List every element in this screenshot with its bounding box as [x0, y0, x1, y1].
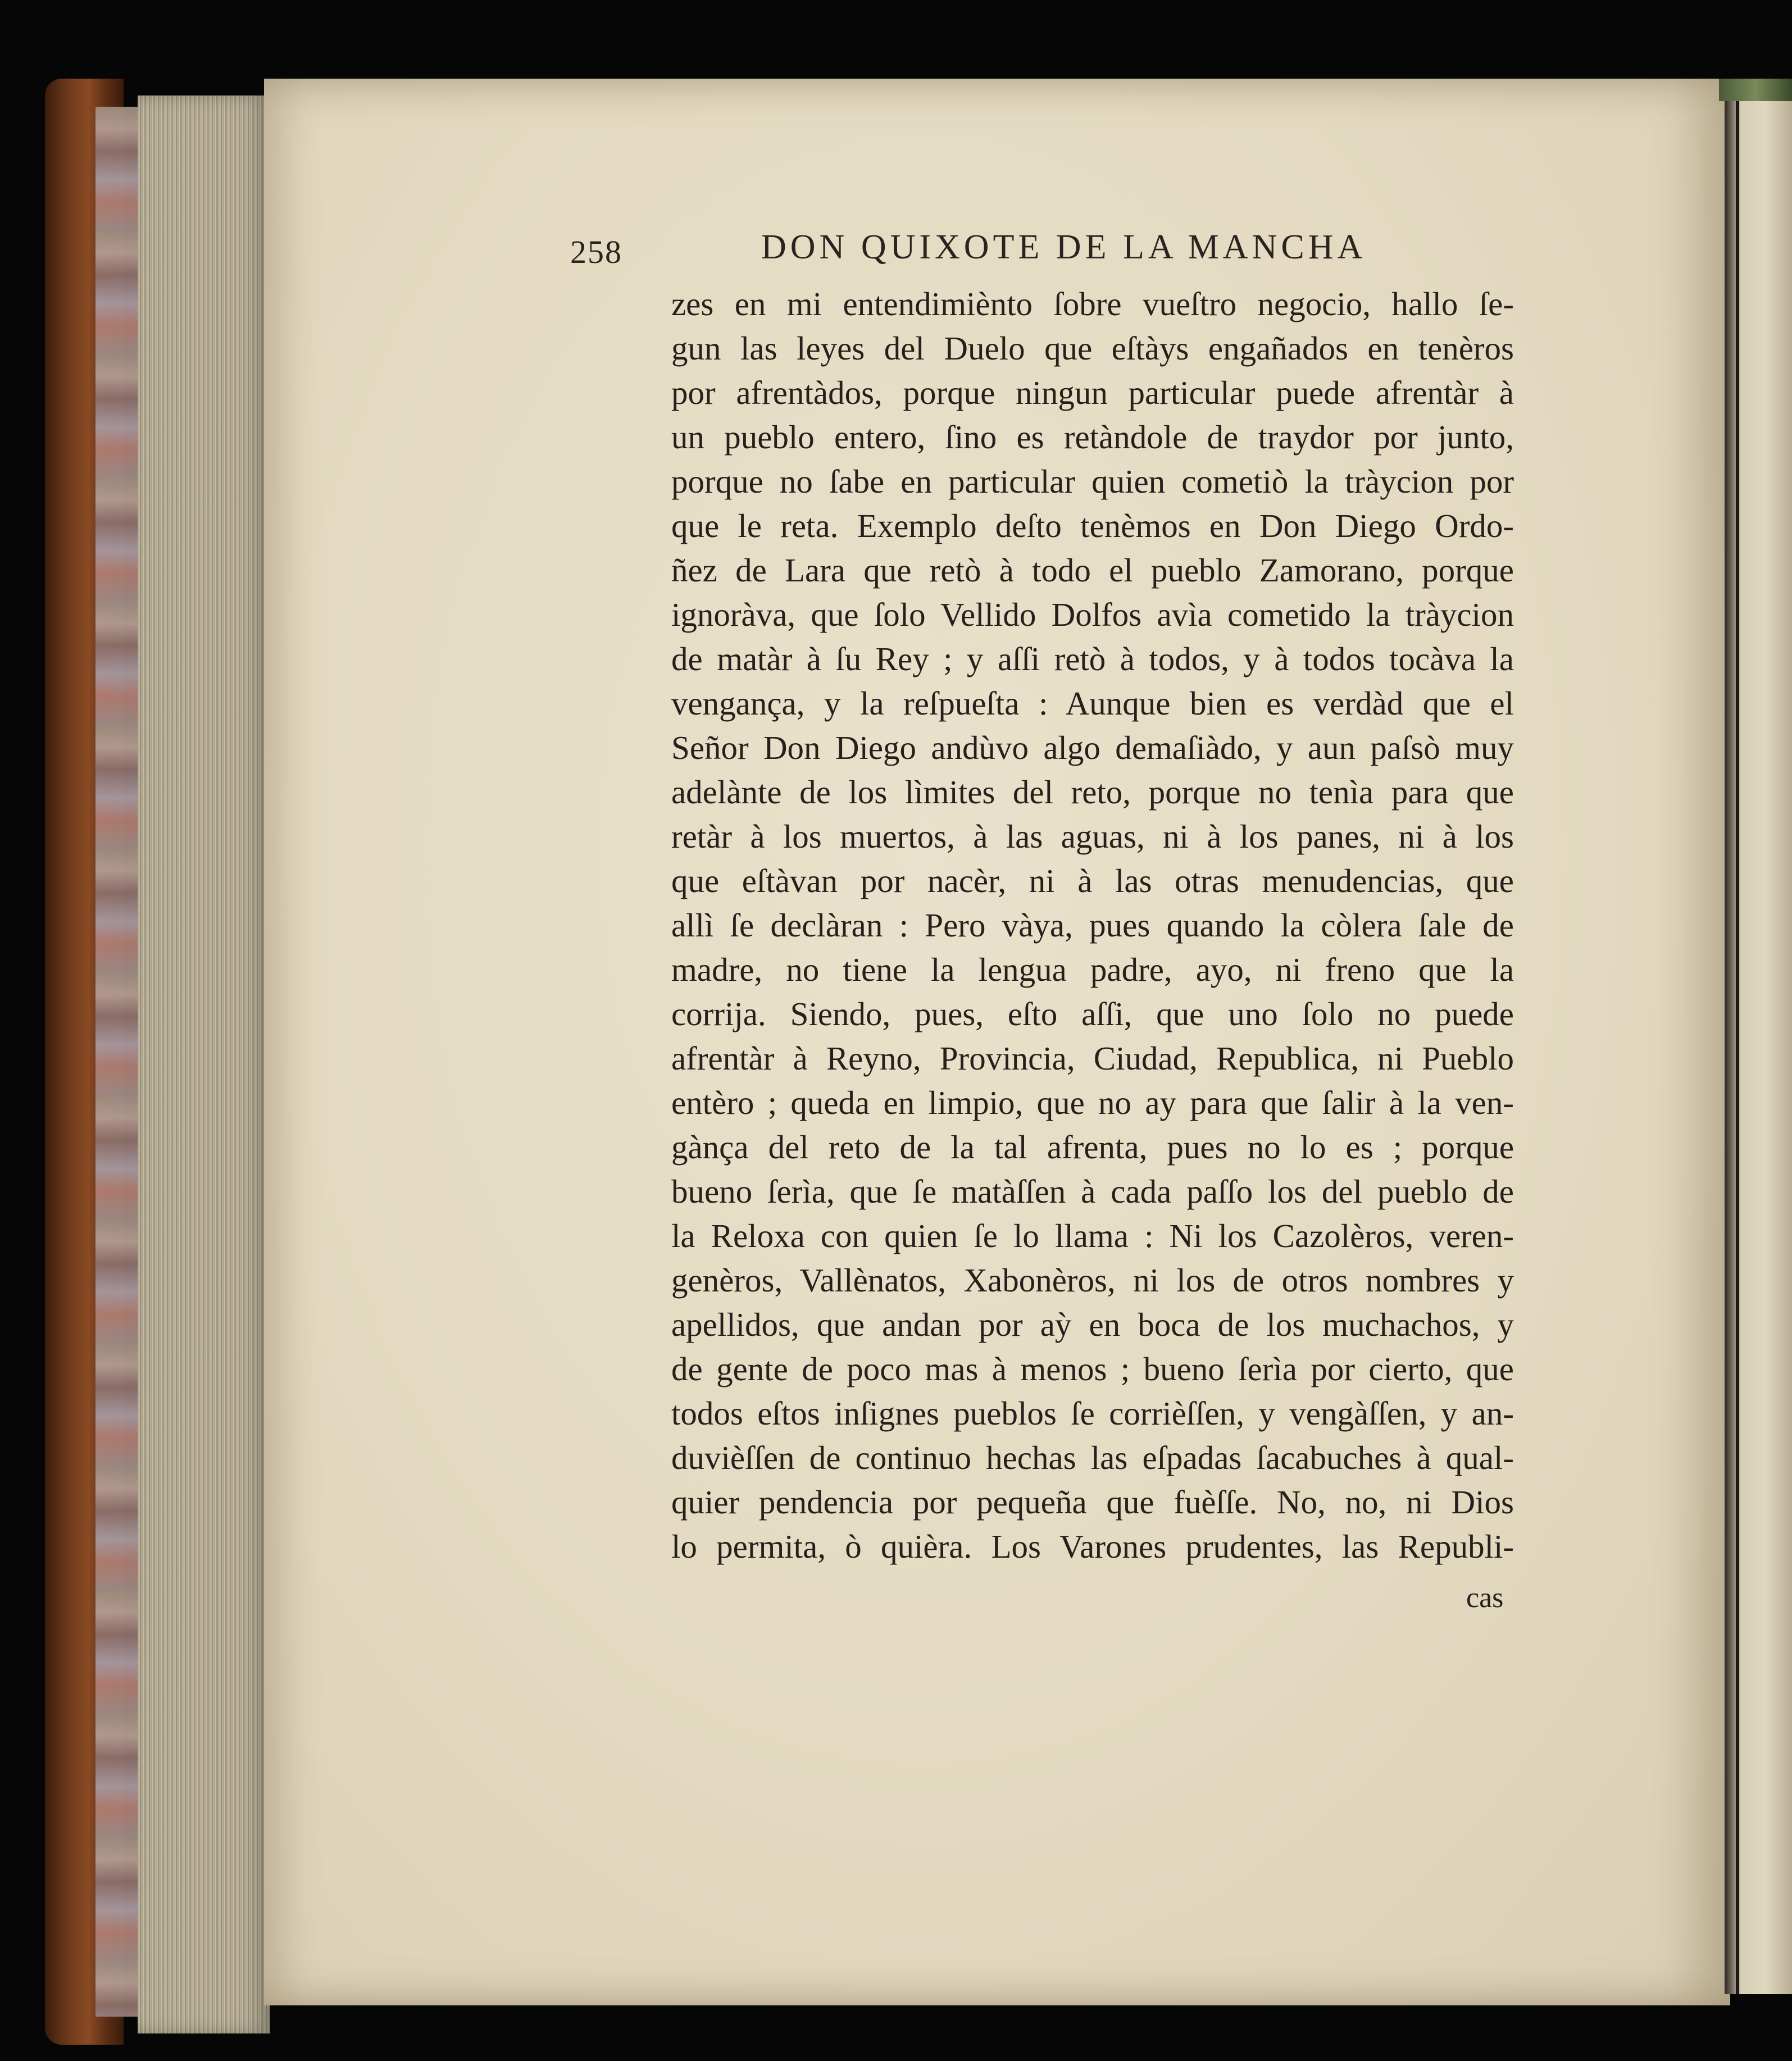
- text-line: allì ſe declàran : Pero vàya, pues quando la còlera ſale de: [671, 907, 1514, 944]
- text-line: Señor Don Diego andùvo algo demaſiàdo, y aun paſsò muy: [671, 729, 1514, 766]
- text-line: todos eſtos inſignes pueblos ſe corrièſſen, y vengàſſen, y an-: [671, 1395, 1514, 1432]
- facing-page-edge: [1725, 84, 1792, 1994]
- text-line: vengança, y la reſpueſta : Aunque bien es verdàd que el: [671, 685, 1514, 722]
- text-line: la Reloxa con quien ſe lo llama : Ni los Cazolèros, veren-: [671, 1217, 1514, 1254]
- text-line: corrija. Siendo, pues, eſto aſſi, que uno ſolo no puede: [671, 995, 1514, 1032]
- text-line: de gente de poco mas à menos ; bueno ſerìa por cierto, que: [671, 1350, 1514, 1387]
- binding-top: [1719, 79, 1792, 101]
- text-line: gun las leyes del Duelo que eſtàys engañados en tenèros: [671, 330, 1514, 367]
- text-line: bueno ſerìa, que ſe matàſſen à cada paſſo los del pueblo de: [671, 1173, 1514, 1210]
- text-line: porque no ſabe en particular quien cometiò la tràycion por: [671, 463, 1514, 500]
- text-line: apellidos, que andan por aỳ en boca de los muchachos, y: [671, 1306, 1514, 1343]
- text-line: genèros, Vallènatos, Xabonèros, ni los de otros nombres y: [671, 1262, 1514, 1299]
- page-number: 258: [570, 234, 622, 270]
- text-line: de matàr à ſu Rey ; y aſſi retò à todos, y à todos tocàva la: [671, 640, 1514, 677]
- catchword: cas: [1466, 1582, 1504, 1614]
- text-line: entèro ; queda en limpio, que no ay para que ſalir à la ven-: [671, 1084, 1514, 1121]
- text-line: que le reta. Exemplo deſto tenèmos en Don Diego Ordo-: [671, 507, 1514, 544]
- text-line: adelànte de los lìmites del reto, porque no tenìa para que: [671, 774, 1514, 811]
- text-line: retàr à los muertos, à las aguas, ni à los panes, ni à los: [671, 818, 1514, 855]
- running-title: DON QUIXOTE DE LA MANCHA: [761, 228, 1367, 266]
- text-line: ignoràva, que ſolo Vellido Dolfos avìa cometido la tràycion: [671, 596, 1514, 633]
- page-header: [570, 228, 1447, 284]
- text-line: afrentàr à Reyno, Provincia, Ciudad, Republica, ni Pueblo: [671, 1040, 1514, 1077]
- text-line: que eſtàvan por nacèr, ni à las otras menudencias, que: [671, 862, 1514, 899]
- text-line: madre, no tiene la lengua padre, ayo, ni freno que la: [671, 951, 1514, 988]
- text-line: por afrentàdos, porque ningun particular puede afrentàr à: [671, 374, 1514, 411]
- text-line: gànça del reto de la tal afrenta, pues no lo es ; porque: [671, 1129, 1514, 1166]
- text-line: lo permita, ò quièra. Los Varones prudentes, las Republi-: [671, 1528, 1514, 1565]
- text-line: un pueblo entero, ſino es retàndole de traydor por junto,: [671, 418, 1514, 456]
- page-edges: [138, 95, 270, 2033]
- text-line: zes en mi entendimiènto ſobre vueſtro negocio, hallo ſe-: [671, 285, 1514, 322]
- text-line: duvièſſen de continuo hechas las eſpadas ſacabuches à qual-: [671, 1439, 1514, 1476]
- text-line: ñez de Lara que retò à todo el pueblo Zamorano, porque: [671, 552, 1514, 589]
- text-line: quier pendencia por pequeña que fuèſſe. No, no, ni Dios: [671, 1484, 1514, 1521]
- body-text: [671, 282, 1514, 1569]
